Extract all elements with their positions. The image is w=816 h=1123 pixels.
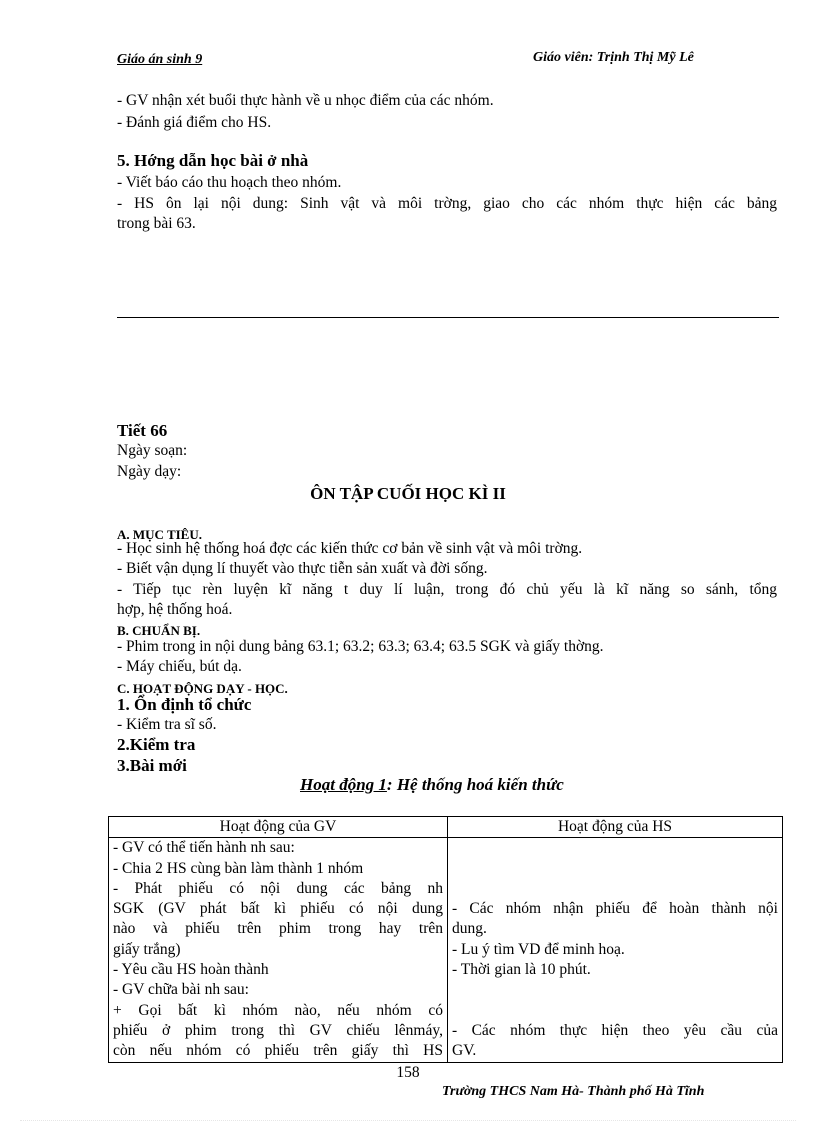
gv-line: - Chia 2 HS cùng bàn làm thành 1 nhóm: [113, 859, 364, 877]
section-a-item-2: - Biết vận dụng lí thuyết vào thực tiễn sản xuất và đời sống.: [117, 560, 488, 577]
section-b-item-2: - Máy chiếu, bút dạ.: [117, 658, 242, 675]
col-header-hs: Hoạt động của HS: [448, 817, 783, 838]
section-a-heading: A. MỤC TIÊU.: [117, 527, 202, 542]
footer-school: Trường THCS Nam Hà- Thành phố Hà Tĩnh: [442, 1084, 705, 1099]
heading-homework: 5. Hớng dẫn học bài ở nhà: [117, 151, 309, 170]
table-header-row: [109, 817, 783, 838]
hs-line: - Thời gian là 10 phút.: [452, 961, 591, 979]
date-prepared: Ngày soạn:: [117, 442, 188, 459]
hs-line: GV.: [452, 1042, 477, 1060]
section-c-heading: C. HOẠT ĐỘNG DẠY - HỌC.: [117, 681, 288, 696]
lesson-title: ÔN TẬP CUỐI HỌC KÌ II: [310, 484, 506, 503]
activity-heading: [300, 775, 564, 795]
section-c-sub-2: 2.Kiểm tra: [117, 735, 196, 754]
section-a-item-3a: - Tiếp tục rèn luyện kĩ năng t duy lí luận, trong đó chủ yếu là kĩ năng so sánh, tổng: [117, 581, 777, 598]
section-a-item-3b: hợp, hệ thống hoá.: [117, 601, 233, 618]
activity-title: : Hệ thống hoá kiến thức: [386, 775, 564, 794]
section-a-item-1: - Học sinh hệ thống hoá đợc các kiến thức cơ bản về sinh vật và môi trờng.: [117, 540, 583, 557]
gv-line: - Phát phiếu có nội dung các bảng nh: [113, 879, 443, 897]
lesson-number: Tiết 66: [117, 421, 168, 440]
hs-line: dung.: [452, 920, 487, 938]
top-line-2: - Đánh giá điểm cho HS.: [117, 114, 272, 131]
page-number: 158: [396, 1064, 420, 1081]
top-line-4a: - HS ôn lại nội dung: Sinh vật và môi trờng, giao cho các nhóm thực hiện các bảng: [117, 195, 777, 212]
gv-line: - Yêu cầu HS hoàn thành: [113, 961, 269, 979]
gv-line: - GV có thể tiến hành nh sau:: [113, 839, 295, 857]
table-row: [109, 838, 783, 1062]
section-c-sub-1: 1. Ổn định tổ chức: [117, 695, 252, 714]
col-header-gv: Hoạt động của GV: [109, 817, 448, 838]
gv-line: nào và phiếu trên phim trong hay trên: [113, 920, 443, 938]
page-edge: [20, 1120, 796, 1121]
gv-line: còn nếu nhóm có phiếu trên giấy thì HS: [113, 1042, 443, 1060]
date-taught: Ngày dạy:: [117, 463, 182, 480]
header-teacher: Giáo viên: Trịnh Thị Mỹ Lê: [533, 50, 694, 65]
gv-line: giấy trắng): [113, 940, 181, 958]
top-line-4b: trong bài 63.: [117, 215, 196, 232]
header-subject: Giáo án sinh 9: [117, 52, 203, 67]
gv-line: + Gọi bất kì nhóm nào, nếu nhóm có: [113, 1001, 443, 1019]
top-line-1: - GV nhận xét buổi thực hành về u nhọc điểm của các nhóm.: [117, 92, 494, 109]
activity-table: [108, 816, 783, 1063]
gv-line: phiếu ở phim trong thì GV chiếu lênmáy,: [113, 1021, 443, 1039]
hs-line: - Lu ý tìm VD để minh hoạ.: [452, 940, 625, 958]
section-b-heading: B. CHUẨN BỊ.: [117, 623, 201, 638]
gv-cell: [109, 838, 448, 1062]
hs-line: - Các nhóm nhận phiếu để hoàn thành nội: [452, 900, 778, 918]
gv-line: - GV chữa bài nh sau:: [113, 981, 249, 999]
section-divider: [117, 317, 779, 318]
hs-cell: [448, 838, 783, 1062]
activity-label: Hoạt động 1: [300, 775, 387, 794]
gv-line: SGK (GV phát bất kì phiếu có nội dung: [113, 900, 443, 918]
hs-line: - Các nhóm thực hiện theo yêu cầu của: [452, 1021, 778, 1039]
top-line-3: - Viết báo cáo thu hoạch theo nhóm.: [117, 174, 342, 191]
section-b-item-1: - Phim trong in nội dung bảng 63.1; 63.2; 63.3; 63.4; 63.5 SGK và giấy thờng.: [117, 638, 604, 655]
section-c-sub-3: 3.Bài mới: [117, 756, 187, 775]
section-c-sub-1-item: - Kiểm tra sĩ số.: [117, 716, 217, 733]
